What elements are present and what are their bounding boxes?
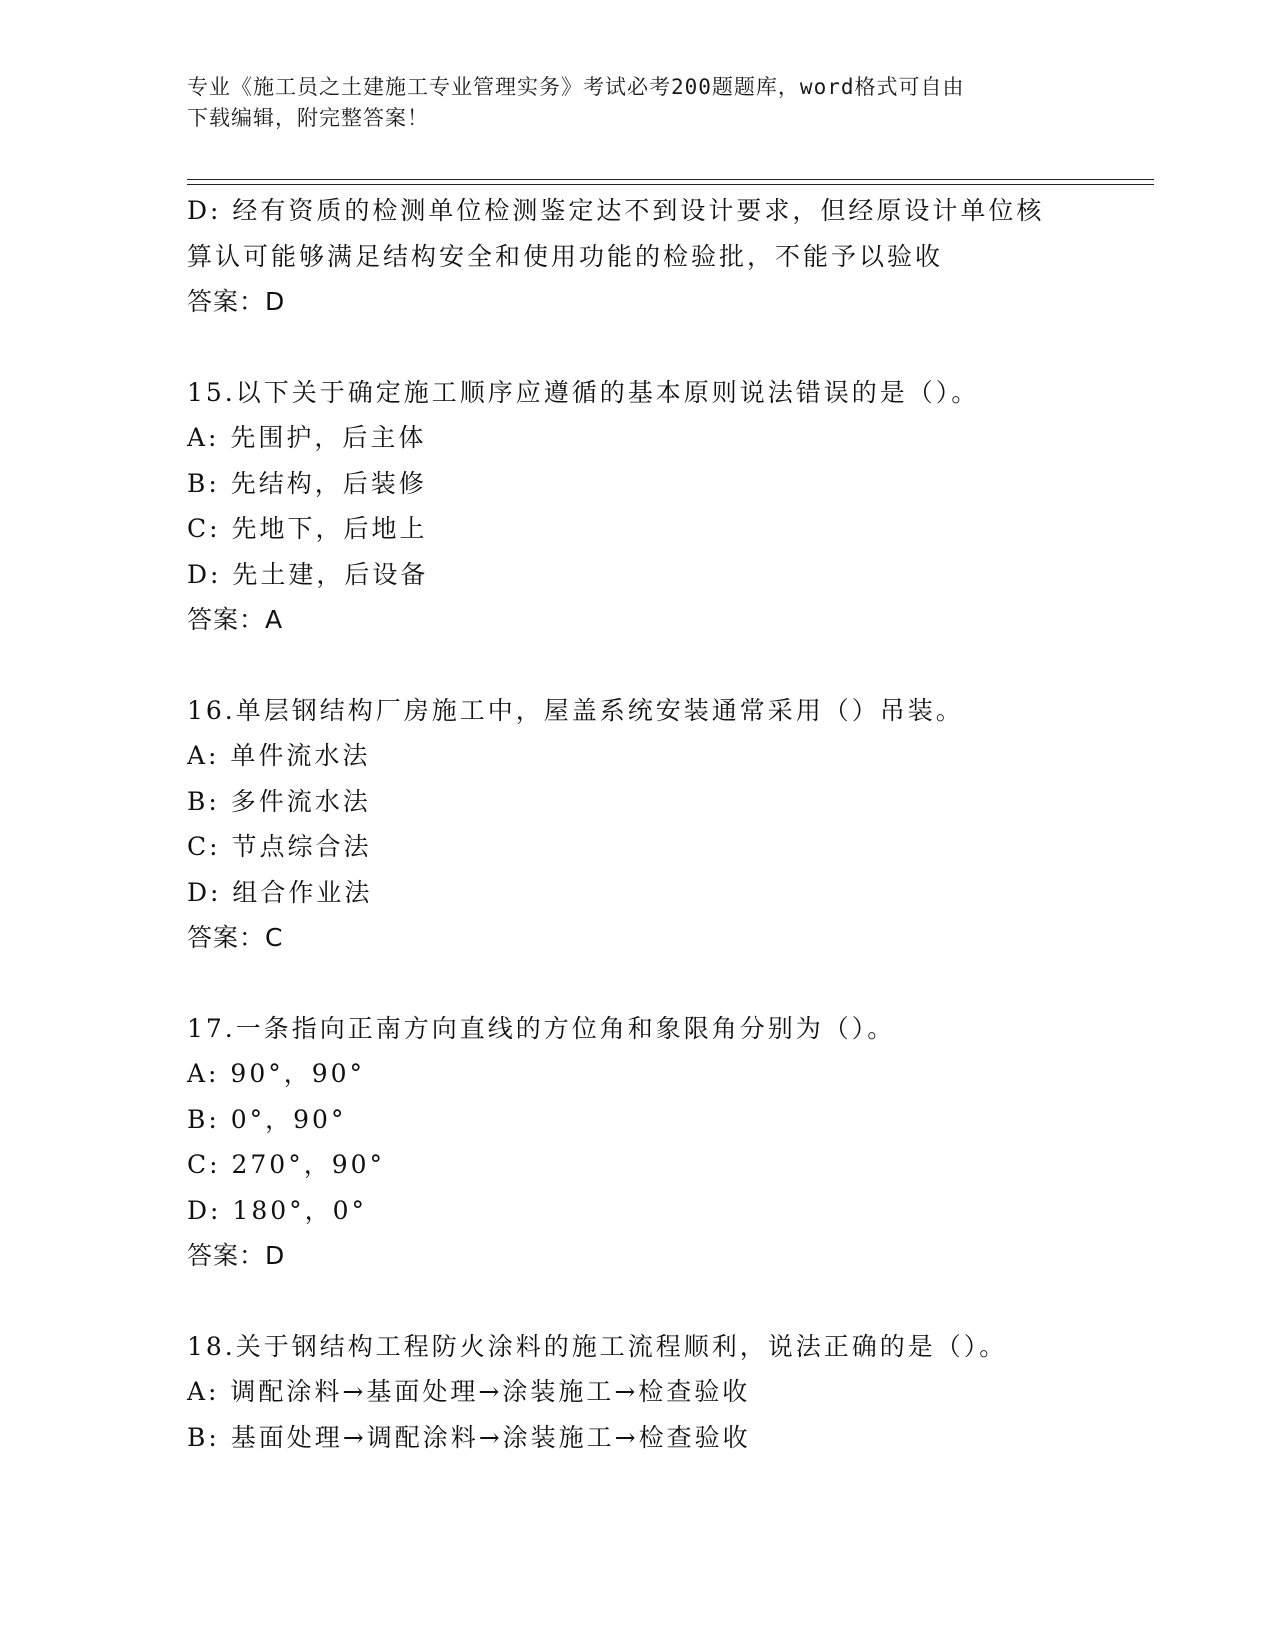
question-14-continued xyxy=(187,188,1147,325)
header-line-2: 下载编辑，附完整答案！ xyxy=(187,106,429,130)
spacer xyxy=(187,961,1147,1006)
option-b: B: 0°，90° xyxy=(187,1104,347,1134)
question-list xyxy=(187,188,1147,1460)
header-rule-bottom xyxy=(187,184,1154,185)
answer-line: 答案：A xyxy=(187,605,284,634)
option-d: D: 180°，0° xyxy=(187,1195,368,1225)
spacer xyxy=(187,325,1147,370)
question-stem: 16.单层钢结构厂房施工中，屋盖系统安装通常采用（）吊装。 xyxy=(187,695,964,725)
option-c: C: 270°，90° xyxy=(187,1150,386,1179)
option-c: C: 先地下，后地上 xyxy=(187,514,428,543)
question-16 xyxy=(187,688,1147,961)
spacer xyxy=(187,643,1147,688)
option-a: A: 单件流水法 xyxy=(187,741,371,770)
option-a: A: 调配涂料→基面处理→涂装施工→检查验收 xyxy=(187,1377,751,1406)
question-17 xyxy=(187,1006,1147,1279)
option-b: B: 基面处理→调配涂料→涂装施工→检查验收 xyxy=(187,1422,751,1452)
answer-line: 答案：D xyxy=(187,287,286,316)
document-header xyxy=(187,72,1067,134)
option-d: D: 组合作业法 xyxy=(187,877,373,907)
option-b: B: 多件流水法 xyxy=(187,786,371,816)
answer-line: 答案：D xyxy=(187,1241,286,1270)
option-a: A: 90°，90° xyxy=(187,1059,366,1088)
option-a: A: 先围护，后主体 xyxy=(187,423,427,452)
option-c: C: 节点综合法 xyxy=(187,832,372,861)
header-line-1: 专业《施工员之土建施工专业管理实务》考试必考200题题库，word格式可自由 xyxy=(187,75,965,99)
question-stem: 15.以下关于确定施工顺序应遵循的基本原则说法错误的是（）。 xyxy=(187,377,980,407)
option-d-line-1: D: 经有资质的检测单位检测鉴定达不到设计要求，但经原设计单位核 xyxy=(187,196,1045,225)
answer-line: 答案：C xyxy=(187,923,284,952)
option-b: B: 先结构，后装修 xyxy=(187,468,427,498)
option-d-line-2: 算认可能够满足结构安全和使用功能的检验批，不能予以验收 xyxy=(187,241,944,271)
spacer xyxy=(187,1279,1147,1324)
question-15 xyxy=(187,370,1147,643)
header-rule-top xyxy=(187,179,1154,180)
question-18 xyxy=(187,1324,1147,1461)
question-stem: 17.一条指向正南方向直线的方位角和象限角分别为（）。 xyxy=(187,1013,896,1043)
question-stem: 18.关于钢结构工程防火涂料的施工流程顺利，说法正确的是（）。 xyxy=(187,1331,1008,1361)
option-d: D: 先土建，后设备 xyxy=(187,559,429,589)
